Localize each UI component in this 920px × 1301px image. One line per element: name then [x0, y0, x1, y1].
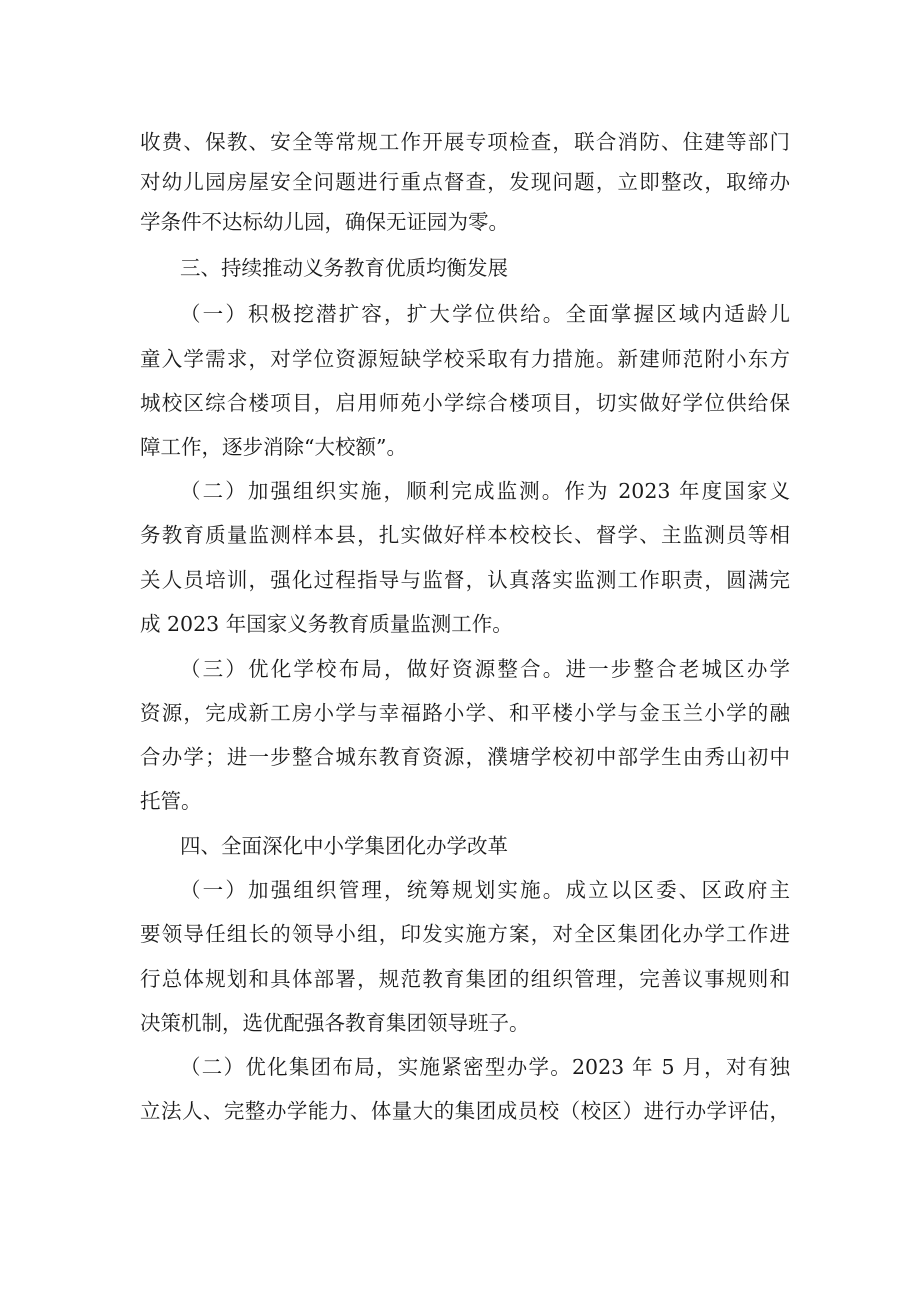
- section-heading-3: 三、持续推动义务教育优质均衡发展: [180, 256, 508, 280]
- text-line-13: （三）优化学校布局，做好资源整合。进一步整合老城区办学: [180, 657, 790, 681]
- text-line-16: 托管。: [140, 789, 202, 813]
- text-line-5: （一）积极挖潜扩容，扩大学位供给。全面掌握区域内适龄儿: [180, 302, 790, 326]
- text-line-7: 城校区综合楼项目，启用师苑小学综合楼项目，切实做好学位供给保: [140, 391, 790, 415]
- text-line-23: 立法人、完整办学能力、体量大的集团成员校（校区）进行办学评估，: [140, 1099, 790, 1123]
- text-line-19: 要领导任组长的领导小组，印发实施方案，对全区集团化办学工作进: [140, 922, 790, 946]
- text-line-2: 对幼儿园房屋安全问题进行重点督查，发现问题，立即整改，取缔办: [140, 170, 790, 194]
- section-heading-4: 四、全面深化中小学集团化办学改革: [180, 834, 508, 858]
- text-line-12: 成 2023 年国家义务教育质量监测工作。: [140, 612, 513, 636]
- text-line-21: 决策机制，选优配强各教育集团领导班子。: [140, 1011, 530, 1035]
- text-line-20: 行总体规划和具体部署，规范教育集团的组织管理，完善议事规则和: [140, 967, 790, 991]
- text-line-3: 学条件不达标幼儿园，确保无证园为零。: [140, 210, 509, 234]
- text-line-8: 障工作，逐步消除“大校额”。: [140, 435, 407, 459]
- text-line-1: 收费、保教、安全等常规工作开展专项检查，联合消防、住建等部门: [140, 130, 790, 154]
- text-line-10: 务教育质量监测样本县，扎实做好样本校校长、督学、主监测员等相: [140, 523, 790, 547]
- text-line-14: 资源，完成新工房小学与幸福路小学、和平楼小学与金玉兰小学的融: [140, 701, 790, 725]
- text-line-6: 童入学需求，对学位资源短缺学校采取有力措施。新建师范附小东方: [140, 347, 790, 371]
- text-line-11: 关人员培训，强化过程指导与监督，认真落实监测工作职责，圆满完: [140, 568, 790, 592]
- text-line-9: （二）加强组织实施，顺利完成监测。作为 2023 年度国家义: [180, 479, 790, 503]
- text-line-15: 合办学；进一步整合城东教育资源，濮塘学校初中部学生由秀山初中: [140, 745, 790, 769]
- text-line-18: （一）加强组织管理，统筹规划实施。成立以区委、区政府主: [180, 878, 790, 902]
- text-line-22: （二）优化集团布局，实施紧密型办学。2023 年 5 月，对有独: [180, 1055, 790, 1079]
